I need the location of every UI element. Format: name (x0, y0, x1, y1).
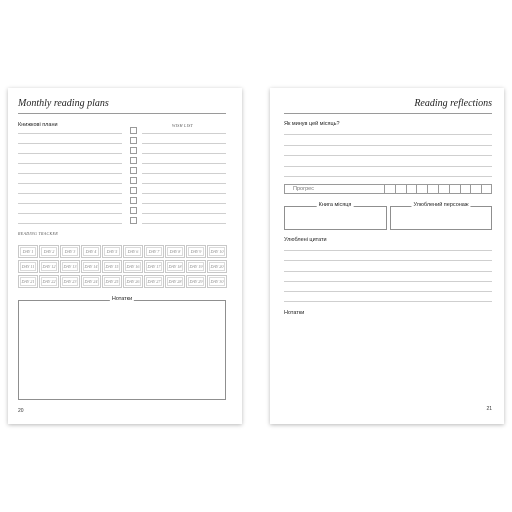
tracker-day-cell[interactable] (186, 245, 206, 258)
progress-label: Прогрес (293, 186, 314, 192)
wishlist-line[interactable] (142, 203, 226, 204)
book-plan-line[interactable] (18, 173, 122, 174)
quote-line[interactable] (284, 301, 492, 302)
book-of-month-box[interactable] (284, 206, 387, 230)
tracker-day-label: DAY 12 (42, 264, 56, 269)
wishlist-label: WISH LIST (172, 123, 194, 128)
book-plan-line[interactable] (18, 183, 122, 184)
tracker-day-label: DAY 15 (105, 264, 119, 269)
tracker-day-cell[interactable] (144, 275, 164, 288)
tracker-day-cell[interactable] (165, 245, 185, 258)
tracker-day-label: DAY 17 (147, 264, 161, 269)
favorite-character-box[interactable] (390, 206, 492, 230)
wishlist-checkbox[interactable] (130, 197, 137, 204)
wishlist-line[interactable] (142, 133, 226, 134)
month-reflection-line[interactable] (284, 145, 492, 146)
progress-tracker[interactable] (284, 184, 492, 194)
month-reflection-line[interactable] (284, 166, 492, 167)
tracker-day-cell[interactable] (81, 260, 101, 273)
tracker-day-label: DAY 7 (146, 247, 162, 256)
wishlist-checkbox[interactable] (130, 207, 137, 214)
left-page (8, 88, 242, 424)
progress-cell[interactable] (438, 184, 448, 194)
favorite-character-label: Улюблений персонаж (413, 202, 469, 208)
tracker-day-cell[interactable] (123, 275, 143, 288)
quote-line[interactable] (284, 271, 492, 272)
wishlist-checkbox[interactable] (130, 137, 137, 144)
tracker-day-cell[interactable] (81, 245, 101, 258)
tracker-day-cell[interactable] (207, 245, 227, 258)
wishlist-line[interactable] (142, 223, 226, 224)
tracker-day-label: DAY 2 (41, 247, 57, 256)
page-number-right: 21 (486, 406, 492, 412)
progress-cell[interactable] (384, 184, 394, 194)
tracker-day-cell[interactable] (60, 260, 80, 273)
tracker-day-label: DAY 29 (189, 279, 203, 284)
book-plan-line[interactable] (18, 153, 122, 154)
wishlist-line[interactable] (142, 213, 226, 214)
tracker-day-cell[interactable] (102, 275, 122, 288)
progress-cell[interactable] (406, 184, 416, 194)
wishlist-line[interactable] (142, 183, 226, 184)
tracker-day-cell[interactable] (102, 260, 122, 273)
page-number-left: 20 (18, 408, 24, 414)
wishlist-line[interactable] (142, 143, 226, 144)
right-page (270, 88, 504, 424)
tracker-day-cell[interactable] (39, 245, 59, 258)
tracker-day-label: DAY 19 (189, 264, 203, 269)
book-plan-line[interactable] (18, 133, 122, 134)
tracker-day-cell[interactable] (207, 260, 227, 273)
tracker-day-label: DAY 4 (83, 247, 99, 256)
progress-cell[interactable] (470, 184, 480, 194)
tracker-day-cell[interactable] (165, 275, 185, 288)
quote-line[interactable] (284, 281, 492, 282)
progress-cell[interactable] (481, 184, 491, 194)
tracker-day-cell[interactable] (102, 245, 122, 258)
tracker-day-cell[interactable] (60, 245, 80, 258)
notes-label: Нотатки (284, 310, 305, 316)
tracker-day-label: DAY 6 (125, 247, 141, 256)
tracker-day-label: DAY 3 (62, 247, 78, 256)
tracker-day-cell[interactable] (18, 245, 38, 258)
book-plan-line[interactable] (18, 203, 122, 204)
tracker-day-label: DAY 20 (210, 264, 224, 269)
reading-tracker-label: READING TRACKER (18, 231, 58, 236)
tracker-day-label: DAY 9 (188, 247, 204, 256)
progress-cell[interactable] (460, 184, 470, 194)
tracker-day-label: DAY 18 (168, 264, 182, 269)
quote-line[interactable] (284, 291, 492, 292)
tracker-day-cell[interactable] (18, 260, 38, 273)
notes-label: Нотатки (111, 296, 133, 302)
wishlist-checkbox[interactable] (130, 187, 137, 194)
book-plan-line[interactable] (18, 163, 122, 164)
tracker-day-cell[interactable] (123, 245, 143, 258)
wishlist-line[interactable] (142, 163, 226, 164)
tracker-day-label: DAY 26 (126, 279, 140, 284)
wishlist-line[interactable] (142, 193, 226, 194)
tracker-day-label: DAY 1 (20, 247, 36, 256)
tracker-day-cell[interactable] (81, 275, 101, 288)
quote-line[interactable] (284, 260, 492, 261)
tracker-day-cell[interactable] (165, 260, 185, 273)
tracker-day-label: DAY 16 (126, 264, 140, 269)
left-page-title: Monthly reading plans (18, 98, 109, 109)
wishlist-line[interactable] (142, 153, 226, 154)
tracker-day-label: DAY 14 (84, 264, 98, 269)
book-plan-line[interactable] (18, 143, 122, 144)
month-question-label: Як минув цей місяць? (284, 121, 340, 127)
tracker-day-cell[interactable] (207, 275, 227, 288)
tracker-day-cell[interactable] (123, 260, 143, 273)
favorite-quotes-label: Улюблені цитати (284, 237, 327, 243)
books-plan-label: Книжкові плани (18, 122, 58, 128)
month-reflection-line[interactable] (284, 134, 492, 135)
book-plan-line[interactable] (18, 213, 122, 214)
title-divider (18, 113, 226, 114)
title-divider (284, 113, 492, 114)
tracker-day-label: DAY 24 (84, 279, 98, 284)
tracker-day-cell[interactable] (18, 275, 38, 288)
tracker-day-label: DAY 22 (42, 279, 56, 284)
progress-cell[interactable] (449, 184, 459, 194)
wishlist-checkbox[interactable] (130, 127, 137, 134)
tracker-day-cell[interactable] (144, 260, 164, 273)
wishlist-checkbox[interactable] (130, 167, 137, 174)
right-page-title: Reading reflections (414, 98, 492, 109)
book-of-month-label: Книга місяця (318, 202, 352, 208)
tracker-day-cell[interactable] (186, 260, 206, 273)
wishlist-checkbox[interactable] (130, 177, 137, 184)
quote-line[interactable] (284, 250, 492, 251)
wishlist-checkbox[interactable] (130, 157, 137, 164)
tracker-day-label: DAY 25 (105, 279, 119, 284)
tracker-day-cell[interactable] (60, 275, 80, 288)
month-reflection-line[interactable] (284, 176, 492, 177)
tracker-day-cell[interactable] (39, 275, 59, 288)
month-reflection-line[interactable] (284, 155, 492, 156)
progress-cell[interactable] (395, 184, 405, 194)
progress-cell[interactable] (427, 184, 437, 194)
tracker-day-label: DAY 21 (21, 279, 35, 284)
tracker-day-label: DAY 27 (147, 279, 161, 284)
tracker-day-label: DAY 13 (63, 264, 77, 269)
tracker-day-label: DAY 5 (104, 247, 120, 256)
book-plan-line[interactable] (18, 193, 122, 194)
tracker-day-cell[interactable] (144, 245, 164, 258)
wishlist-checkbox[interactable] (130, 217, 137, 224)
tracker-day-label: DAY 8 (167, 247, 183, 256)
notes-box[interactable] (18, 300, 226, 400)
tracker-day-label: DAY 11 (21, 264, 35, 269)
tracker-day-cell[interactable] (39, 260, 59, 273)
wishlist-checkbox[interactable] (130, 147, 137, 154)
tracker-day-cell[interactable] (186, 275, 206, 288)
tracker-day-label: DAY 23 (63, 279, 77, 284)
tracker-day-label: DAY 30 (210, 279, 224, 284)
wishlist-line[interactable] (142, 173, 226, 174)
tracker-day-label: DAY 28 (168, 279, 182, 284)
progress-cell[interactable] (416, 184, 426, 194)
tracker-day-label: DAY 10 (210, 249, 224, 254)
book-plan-line[interactable] (18, 223, 122, 224)
